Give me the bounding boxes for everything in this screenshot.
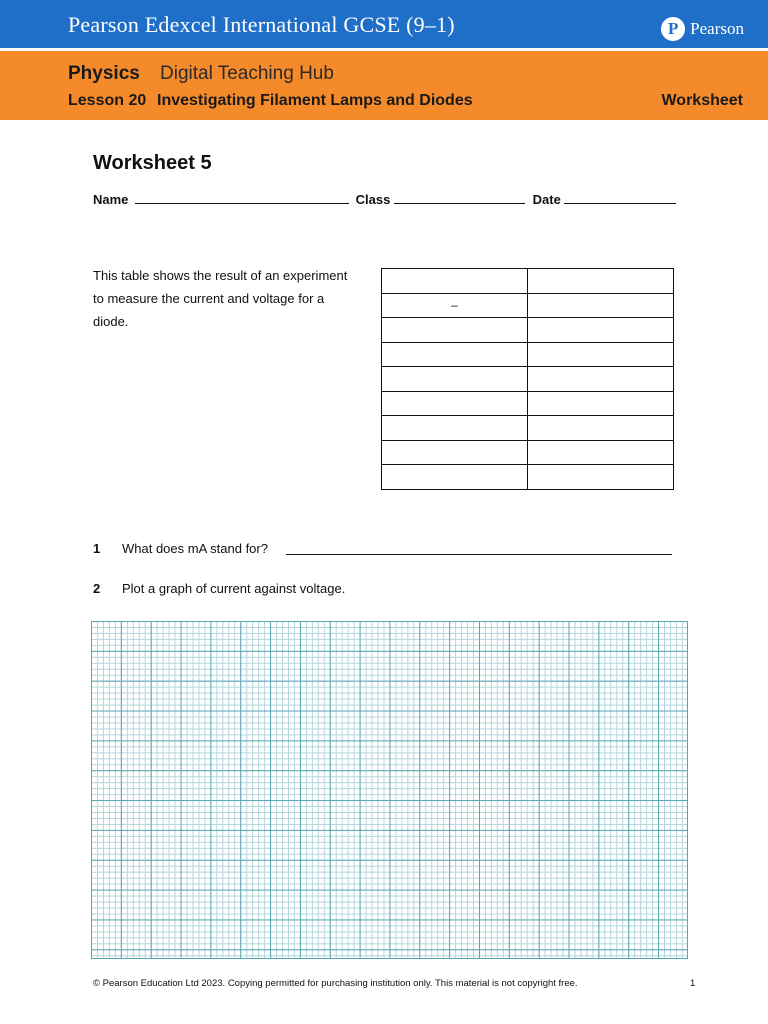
table-row — [382, 367, 674, 392]
student-details-row — [93, 191, 676, 207]
pearson-logo-icon: P — [661, 17, 685, 41]
name-label: Name — [93, 192, 129, 207]
subject-label: Physics — [68, 63, 140, 84]
answer-line-1[interactable] — [286, 554, 672, 555]
date-field[interactable] — [564, 191, 676, 204]
copyright-footer: © Pearson Education Ltd 2023. Copying permitted for purchasing institution only. This material is not copyright free. — [93, 978, 578, 989]
question-text: What does mA stand for? — [122, 541, 268, 556]
question-text: Plot a graph of current against voltage. — [122, 581, 346, 596]
current-cell[interactable] — [528, 367, 674, 392]
intro-text: This table shows the result of an experiment to measure the current and voltage for a diode. — [93, 268, 348, 329]
lesson-title: Investigating Filament Lamps and Diodes — [157, 92, 473, 109]
voltage-cell[interactable] — [382, 391, 528, 416]
graph-paper[interactable] — [91, 621, 688, 959]
lesson-banner — [0, 51, 768, 120]
pearson-logo-text: Pearson — [690, 19, 744, 38]
table-row — [382, 342, 674, 367]
question-number: 2 — [93, 581, 101, 596]
page-number: 1 — [690, 978, 696, 989]
voltage-cell[interactable] — [382, 465, 528, 490]
date-label: Date — [532, 192, 561, 207]
voltage-cell[interactable] — [382, 342, 528, 367]
worksheet-title: Worksheet 5 — [93, 152, 212, 174]
voltage-cell[interactable] — [382, 440, 528, 465]
current-cell[interactable] — [528, 465, 674, 490]
qualification-title: Pearson Edexcel International GCSE (9–1) — [68, 12, 455, 37]
lesson-number: Lesson 20 — [68, 92, 147, 109]
class-label: Class — [355, 192, 391, 207]
voltage-cell[interactable] — [382, 318, 528, 343]
class-field[interactable] — [394, 191, 525, 204]
current-cell[interactable] — [528, 342, 674, 367]
results-table — [381, 268, 674, 490]
current-cell[interactable] — [528, 293, 674, 318]
header-bar — [0, 0, 768, 51]
table-row — [382, 293, 674, 318]
voltage-cell[interactable] — [382, 416, 528, 441]
voltage-cell[interactable] — [382, 367, 528, 392]
voltage-cell[interactable] — [382, 269, 528, 294]
document-kind: Worksheet — [661, 92, 743, 109]
table-row — [382, 440, 674, 465]
current-cell[interactable] — [528, 416, 674, 441]
question-number: 1 — [93, 541, 101, 556]
current-cell[interactable] — [528, 440, 674, 465]
current-cell[interactable] — [528, 391, 674, 416]
table-row — [382, 269, 674, 294]
current-cell[interactable] — [528, 318, 674, 343]
table-row — [382, 391, 674, 416]
pearson-logo — [661, 16, 744, 42]
current-cell[interactable] — [528, 269, 674, 294]
name-field[interactable] — [135, 191, 349, 204]
voltage-cell[interactable]: – — [382, 293, 528, 318]
table-row — [382, 465, 674, 490]
table-row — [382, 416, 674, 441]
table-row — [382, 318, 674, 343]
hub-label: Digital Teaching Hub — [160, 63, 334, 84]
